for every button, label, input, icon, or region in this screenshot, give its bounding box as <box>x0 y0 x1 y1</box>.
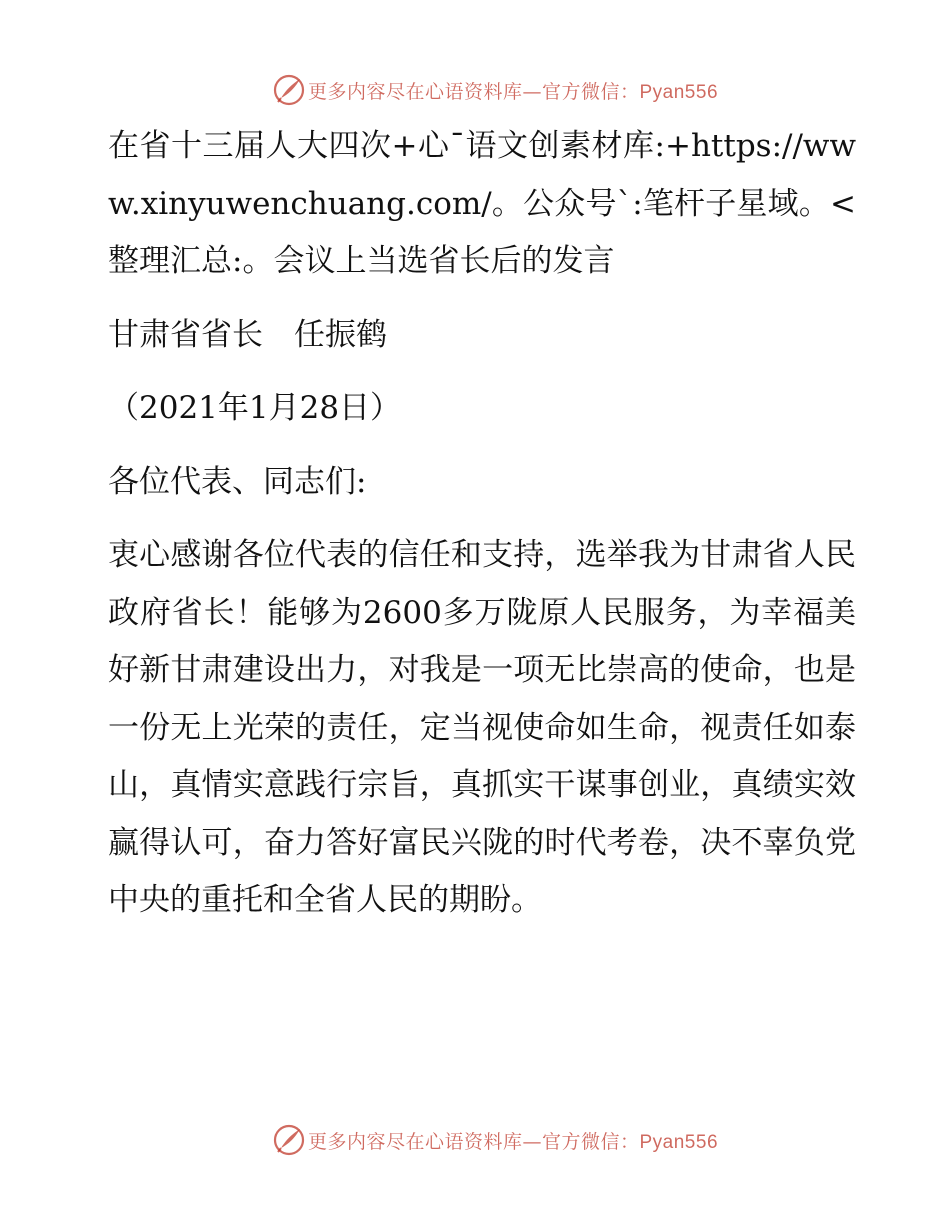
document-body <box>96 118 856 930</box>
feather-pen-icon <box>272 1123 306 1157</box>
date-line: （2021年1月28日） <box>108 390 402 426</box>
greeting-line: 各位代表、同志们: <box>108 463 367 500</box>
watermark-account: Pyan556 <box>639 81 719 103</box>
intro-paragraph: 在省十三届人大四次+心¯语文创素材库:+https://www.xinyuwenchuang.com/。公众号`:笔杆子星域。<整理汇总:。会议上当选省长后的发言 <box>108 128 856 279</box>
header-watermark <box>0 70 950 110</box>
watermark-text: 更多内容尽在心语资料库—官方微信：Pyan556 <box>307 1130 719 1153</box>
feather-pen-icon <box>272 73 306 107</box>
author-line: 甘肃省省长 任振鹤 <box>108 316 387 353</box>
body-paragraph: 衷心感谢各位代表的信任和支持，选举我为甘肃省人民政府省长！能够为2600多万陇原人民服务，为幸福美好新甘肃建设出力，对我是一项无比崇高的使命，也是一份无上光荣的责任，定当视使命如生命，视责任如泰山，真情实意践行宗旨，真抓实干谋事创业，真绩实效赢得认可，奋力答好富民兴陇的时代考卷，决不辜负党中央的重托和全省人民的期盼。 <box>108 537 856 918</box>
footer-watermark <box>0 1120 950 1160</box>
watermark-text: 更多内容尽在心语资料库—官方微信：Pyan556 <box>307 80 719 103</box>
watermark-account: Pyan556 <box>639 1131 719 1153</box>
